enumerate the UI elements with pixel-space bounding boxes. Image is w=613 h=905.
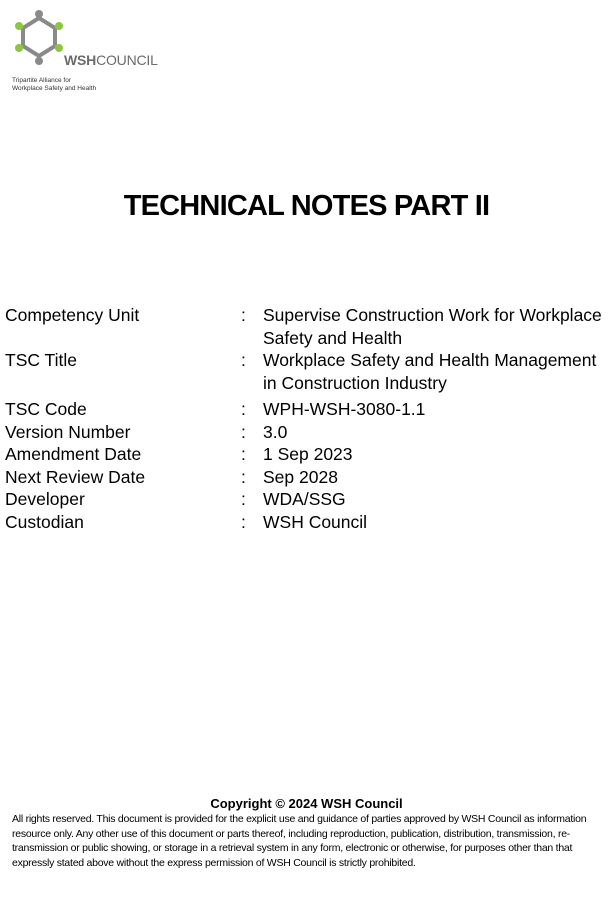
meta-row-next-review-date bbox=[5, 466, 609, 489]
meta-value: Sep 2028 bbox=[263, 466, 338, 487]
meta-row-developer bbox=[5, 488, 609, 511]
meta-value: WDA/SSG bbox=[263, 489, 346, 509]
meta-label: Developer bbox=[5, 489, 85, 509]
meta-row-version-number bbox=[5, 421, 609, 444]
meta-row-tsc-code bbox=[5, 398, 609, 421]
meta-value: WSH Council bbox=[263, 511, 368, 532]
meta-row-tsc-title bbox=[5, 349, 609, 394]
meta-colon: : bbox=[241, 466, 246, 487]
meta-label: Custodian bbox=[5, 511, 84, 532]
logo-brand-text bbox=[64, 52, 158, 68]
meta-label: TSC Code bbox=[5, 399, 87, 419]
document-title: TECHNICAL NOTES PART II bbox=[123, 190, 490, 222]
meta-label: Competency Unit bbox=[5, 305, 140, 325]
meta-value: 3.0 bbox=[263, 421, 288, 442]
logo-tagline-line2: Workplace Safety and Health bbox=[12, 85, 97, 92]
meta-colon: : bbox=[241, 444, 246, 464]
wsh-council-logo-mark-icon bbox=[10, 10, 68, 66]
meta-value: Workplace Safety and Health Management in Construction Industry bbox=[263, 350, 597, 393]
logo-brand-rest: COUNCIL bbox=[96, 52, 158, 68]
logo-tagline bbox=[12, 77, 152, 93]
meta-value: 1 Sep 2023 bbox=[263, 444, 353, 464]
meta-row-custodian bbox=[5, 511, 609, 534]
meta-label: Version Number bbox=[5, 421, 131, 442]
meta-label: Amendment Date bbox=[5, 444, 142, 464]
meta-label: TSC Title bbox=[5, 350, 77, 370]
meta-colon: : bbox=[241, 489, 246, 509]
meta-row-competency-unit bbox=[5, 304, 609, 349]
wsh-council-logo bbox=[10, 10, 170, 100]
meta-row-amendment-date bbox=[5, 443, 609, 466]
meta-colon: : bbox=[241, 421, 246, 442]
logo-brand-bold: WSH bbox=[64, 52, 97, 68]
meta-colon: : bbox=[241, 511, 246, 532]
meta-colon: : bbox=[241, 305, 246, 325]
copyright-notice: Copyright © 2024 WSH Council bbox=[210, 796, 403, 811]
meta-colon: : bbox=[241, 399, 246, 419]
meta-value: WPH-WSH-3080-1.1 bbox=[263, 399, 426, 419]
meta-label: Next Review Date bbox=[5, 466, 146, 487]
rights-statement: All rights reserved. This document is provided for the explicit use and guidance of parties approved by WSH Council as information resource only. Any other use of this document or parts thereof, including reproduction, publication, distribution, transmission, re-transmission or public showing, or storage in a retrieval system in any form, electronic or otherwise, for purposes other than that expressly stated above without the express permission of WSH Council is strictly prohibited. bbox=[12, 813, 587, 869]
meta-value: Supervise Construction Work for Workplace Safety and Health bbox=[263, 305, 602, 348]
document-metadata bbox=[5, 304, 609, 533]
meta-colon: : bbox=[241, 350, 246, 370]
logo-tagline-line1: Tripartite Alliance for bbox=[12, 77, 72, 84]
